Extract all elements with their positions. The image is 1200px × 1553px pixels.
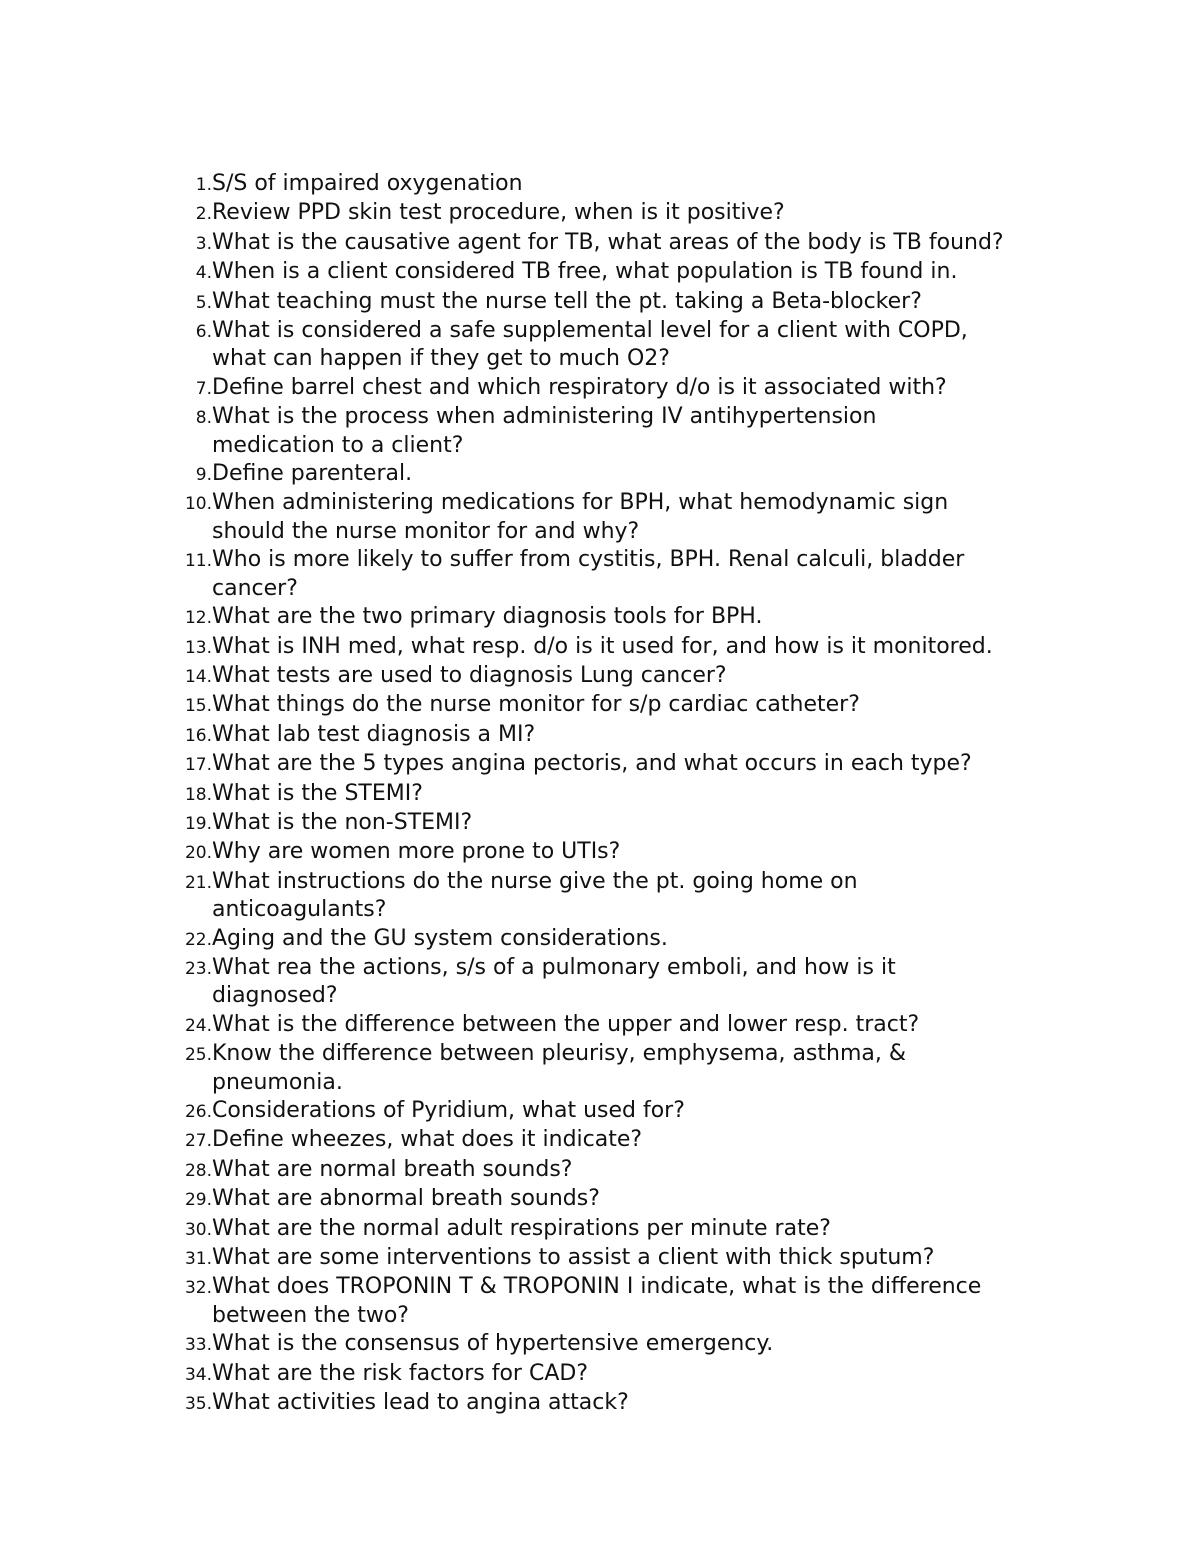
question-number-cell: [150, 546, 212, 575]
question-item: [150, 546, 1080, 603]
question-text: Who is more likely to suffer from cystitis, BPH. Renal calculi, bladder cancer?: [212, 547, 965, 601]
question-item: [150, 838, 1080, 867]
question-item: [150, 633, 1080, 662]
question-number: 17.: [184, 755, 212, 776]
question-text: What things do the nurse monitor for s/p cardiac catheter?: [212, 692, 860, 718]
question-text: Review PPD skin test procedure, when is it positive?: [212, 200, 785, 226]
question-item: [150, 170, 1080, 199]
question-number: 6.: [195, 322, 212, 343]
question-text: When is a client considered TB free, what population is TB found in.: [212, 259, 958, 285]
question-item: [150, 662, 1080, 691]
question-number-cell: [150, 750, 212, 779]
question-text: What is INH med, what resp. d/o is it used for, and how is it monitored.: [212, 633, 993, 659]
question-number-cell: [150, 229, 212, 258]
question-text: What are the two primary diagnosis tools for BPH.: [212, 604, 763, 630]
question-text: What are some interventions to assist a client with thick sputum?: [212, 1245, 935, 1271]
question-number-cell: [150, 1097, 212, 1126]
question-number: 32.: [184, 1278, 212, 1299]
question-number: 5.: [195, 292, 212, 313]
question-number-cell: [150, 954, 212, 983]
question-item: [150, 1040, 1080, 1097]
question-item: [150, 1360, 1080, 1389]
question-number-cell: [150, 199, 212, 228]
question-number-cell: [150, 603, 212, 632]
question-number-cell: [150, 374, 212, 403]
question-text: Considerations of Pyridium, what used for?: [212, 1098, 685, 1123]
question-item: [150, 288, 1080, 317]
question-text: What teaching must the nurse tell the pt. taking a Beta-blocker?: [212, 288, 922, 314]
question-item: [150, 1011, 1080, 1040]
question-text: When administering medications for BPH, what hemodynamic sign should the nurse monitor for and why?: [212, 490, 949, 544]
question-number: 33.: [184, 1335, 212, 1356]
question-text: What are normal breath sounds?: [212, 1156, 573, 1182]
question-number-cell: [150, 662, 212, 691]
question-number: 27.: [184, 1131, 212, 1152]
question-item: [150, 1097, 1080, 1126]
question-item: [150, 1330, 1080, 1359]
question-item: [150, 925, 1080, 954]
question-text: Define wheezes, what does it indicate?: [212, 1127, 643, 1153]
question-number: 20.: [184, 843, 212, 864]
question-text: Why are women more prone to UTIs?: [212, 839, 621, 865]
question-number-cell: [150, 403, 212, 432]
question-item: [150, 809, 1080, 838]
question-item: [150, 374, 1080, 403]
question-number: 21.: [184, 872, 212, 893]
question-number-cell: [150, 1389, 212, 1418]
question-number: 7.: [195, 378, 212, 399]
question-number-cell: [150, 925, 212, 954]
question-text: What is the causative agent for TB, what areas of the body is TB found?: [212, 229, 1004, 255]
question-number-cell: [150, 1360, 212, 1389]
question-number-cell: [150, 868, 212, 897]
question-item: [150, 258, 1080, 287]
question-number: 4.: [195, 263, 212, 284]
question-number-cell: [150, 460, 212, 489]
question-number: 16.: [184, 725, 212, 746]
question-number-cell: [150, 1185, 212, 1214]
question-number: 13.: [184, 637, 212, 658]
question-number: 23.: [184, 958, 212, 979]
question-number-cell: [150, 809, 212, 838]
question-number-cell: [150, 170, 212, 199]
question-text: What tests are used to diagnosis Lung cancer?: [212, 662, 727, 688]
question-number-cell: [150, 288, 212, 317]
question-text: What instructions do the nurse give the pt. going home on anticoagulants?: [212, 868, 858, 923]
question-number: 18.: [184, 784, 212, 805]
question-text: What are the normal adult respirations per minute rate?: [212, 1215, 831, 1241]
question-text: Define parenteral.: [212, 461, 413, 487]
question-number: 11.: [184, 551, 212, 572]
question-item: [150, 1273, 1080, 1330]
question-text: S/S of impaired oxygenation: [212, 171, 523, 196]
question-list: [150, 170, 1080, 1418]
question-number-cell: [150, 1273, 212, 1302]
question-item: [150, 403, 1080, 460]
question-item: [150, 229, 1080, 258]
question-number-cell: [150, 1244, 212, 1273]
question-number: 22.: [184, 929, 212, 950]
question-item: [150, 460, 1080, 489]
question-item: [150, 1215, 1080, 1244]
question-text: What is the difference between the upper and lower resp. tract?: [212, 1011, 920, 1037]
question-text: Define barrel chest and which respiratory d/o is it associated with?: [212, 374, 947, 400]
question-number: 19.: [184, 813, 212, 834]
question-item: [150, 750, 1080, 779]
question-text: Aging and the GU system considerations.: [212, 925, 668, 951]
question-number: 31.: [184, 1249, 212, 1270]
question-item: [150, 1185, 1080, 1214]
question-text: What is the consensus of hypertensive emergency.: [212, 1331, 774, 1357]
question-number: 8.: [195, 408, 212, 429]
question-item: [150, 721, 1080, 750]
question-item: [150, 691, 1080, 720]
question-item: [150, 489, 1080, 546]
question-number-cell: [150, 691, 212, 720]
question-text: What are the 5 types angina pectoris, and what occurs in each type?: [212, 751, 972, 777]
question-text: What is the non-STEMI?: [212, 809, 473, 835]
question-number: 28.: [184, 1160, 212, 1181]
question-item: [150, 199, 1080, 228]
question-number: 35.: [184, 1394, 212, 1415]
question-number: 3.: [195, 233, 212, 254]
question-number: 2.: [195, 204, 212, 225]
question-item: [150, 868, 1080, 925]
question-text: What are the risk factors for CAD?: [212, 1360, 588, 1386]
question-number-cell: [150, 780, 212, 809]
question-text: What does TROPONIN T & TROPONIN I indicate, what is the difference between the two?: [212, 1274, 982, 1328]
question-number-cell: [150, 317, 212, 346]
question-number: 29.: [184, 1190, 212, 1211]
question-text: What are abnormal breath sounds?: [212, 1186, 600, 1212]
question-text: What activities lead to angina attack?: [212, 1390, 629, 1416]
question-item: [150, 1156, 1080, 1185]
question-number-cell: [150, 1156, 212, 1185]
question-number: 10.: [184, 494, 212, 515]
question-number: 15.: [184, 696, 212, 717]
question-number-cell: [150, 1215, 212, 1244]
question-item: [150, 780, 1080, 809]
question-item: [150, 1389, 1080, 1418]
question-number-cell: [150, 838, 212, 867]
question-item: [150, 1126, 1080, 1155]
question-item: [150, 317, 1080, 374]
question-number-cell: [150, 1011, 212, 1040]
question-item: [150, 603, 1080, 632]
question-text: What is considered a safe supplemental level for a client with COPD, what can happen if they get to much O2?: [212, 318, 968, 372]
question-number: 1.: [195, 175, 212, 195]
question-number: 26.: [184, 1102, 212, 1122]
question-number: 30.: [184, 1219, 212, 1240]
question-number: 14.: [184, 666, 212, 687]
question-number-cell: [150, 1040, 212, 1069]
question-number-cell: [150, 1126, 212, 1155]
question-text: What rea the actions, s/s of a pulmonary emboli, and how is it diagnosed?: [212, 954, 896, 1009]
question-number-cell: [150, 633, 212, 662]
question-text: What lab test diagnosis a MI?: [212, 721, 536, 747]
question-text: What is the process when administering IV antihypertension medication to a client?: [212, 404, 877, 458]
question-number-cell: [150, 1330, 212, 1359]
question-number: 34.: [184, 1364, 212, 1385]
question-number: 12.: [184, 608, 212, 629]
question-number-cell: [150, 489, 212, 518]
question-item: [150, 1244, 1080, 1273]
question-number: 24.: [184, 1015, 212, 1036]
question-text: Know the difference between pleurisy, emphysema, asthma, & pneumonia.: [212, 1041, 907, 1095]
question-item: [150, 954, 1080, 1011]
question-text: What is the STEMI?: [212, 780, 423, 806]
question-number: 25.: [184, 1045, 212, 1066]
question-number-cell: [150, 721, 212, 750]
question-number-cell: [150, 258, 212, 287]
question-number: 9.: [195, 465, 212, 486]
